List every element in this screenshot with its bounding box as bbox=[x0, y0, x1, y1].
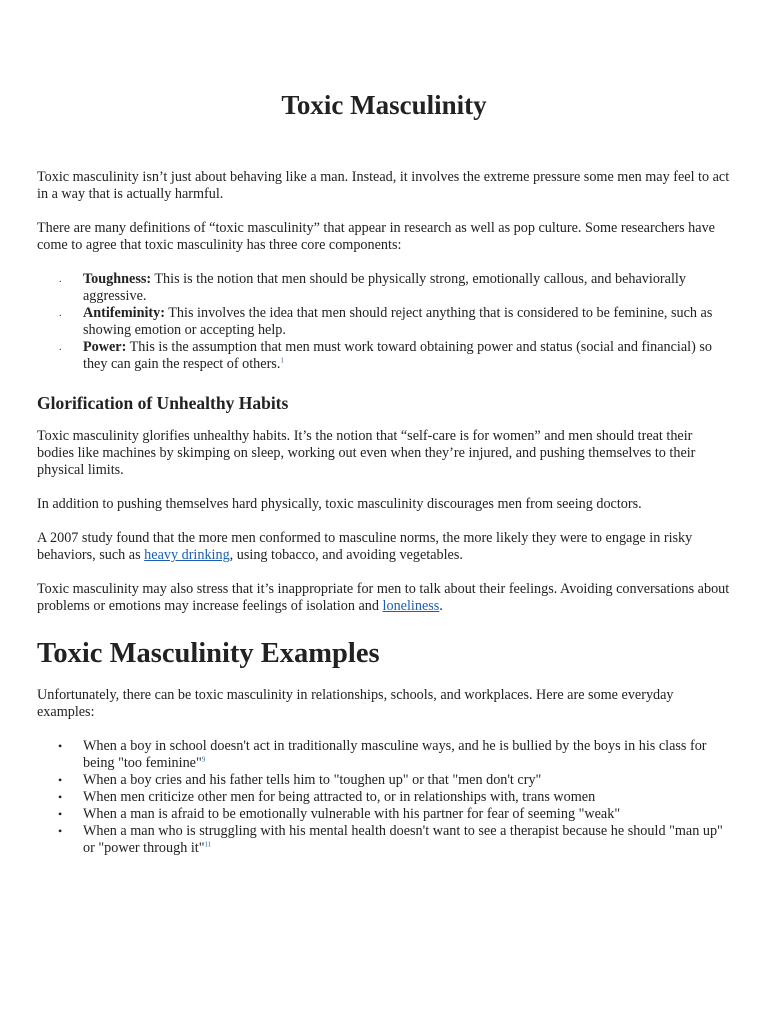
reference-link-1[interactable]: 1 bbox=[280, 356, 284, 365]
examples-intro: Unfortunately, there can be toxic masculinity in relationships, schools, and workplaces. Here are some everyday examples: bbox=[37, 687, 674, 720]
list-item-toughness bbox=[37, 271, 731, 305]
paragraph-text: . bbox=[439, 598, 443, 614]
list-marker: . bbox=[59, 341, 62, 353]
section-heading-unhealthy-habits: Glorification of Unhealthy Habits bbox=[37, 393, 289, 413]
example-item bbox=[37, 772, 731, 789]
example-text: When a man who is struggling with his mental health doesn't want to see a therapist because he should "man up" or "power through it" bbox=[83, 823, 723, 856]
term-description: This involves the idea that men should reject anything that is considered to be feminine, such as showing emotion or accepting help. bbox=[83, 305, 713, 338]
term-label: Antifeminity: bbox=[83, 305, 165, 321]
reference-link-9[interactable]: 9 bbox=[201, 755, 206, 764]
section-heading-examples: Toxic Masculinity Examples bbox=[37, 638, 380, 669]
example-item bbox=[37, 806, 731, 823]
term-label: Power: bbox=[83, 339, 127, 355]
habits-paragraph-2: In addition to pushing themselves hard physically, toxic masculinity discourages men from seeing doctors. bbox=[37, 496, 642, 512]
list-item-antifeminity bbox=[37, 305, 731, 339]
habits-paragraph-4 bbox=[37, 581, 731, 615]
example-text: When men criticize other men for being attracted to, or in relationships with, trans women bbox=[83, 789, 596, 805]
example-text: When a man is afraid to be emotionally vulnerable with his partner for fear of seeming "weak" bbox=[83, 806, 621, 822]
example-item bbox=[37, 823, 731, 857]
core-components-list bbox=[37, 271, 731, 373]
habits-paragraph-3 bbox=[37, 530, 731, 564]
intro-paragraph-1: Toxic masculinity isn’t just about behaving like a man. Instead, it involves the extreme pressure some men may feel to act in a way that is actually harmful. bbox=[37, 169, 730, 202]
paragraph-text: A 2007 study found that the more men conformed to masculine norms, the more likely they were to engage in risky behaviors, such as bbox=[37, 530, 693, 563]
paragraph-text: Toxic masculinity may also stress that it’s inappropriate for men to talk about their feelings. Avoiding conversations about problems or emotions may increase feelings of isolation and bbox=[37, 581, 730, 614]
page-title: Toxic Masculinity bbox=[281, 90, 487, 120]
bullet-marker: • bbox=[58, 739, 63, 753]
intro-paragraph-2: There are many definitions of “toxic masculinity” that appear in research as well as pop culture. Some researchers have come to agree that toxic masculinity has three core components: bbox=[37, 220, 715, 253]
heavy-drinking-link[interactable]: heavy drinking bbox=[144, 547, 230, 563]
habits-paragraph-1: Toxic masculinity glorifies unhealthy habits. It’s the notion that “self-care is for women” and men should treat their bodies like machines by skimping on sleep, working out even when they’re injured, and pushing themselves to their physical limits. bbox=[37, 428, 696, 478]
example-item bbox=[37, 738, 731, 772]
term-description: This is the assumption that men must work toward obtaining power and status (social and financial) so they can gain the respect of others. bbox=[83, 339, 712, 372]
bullet-marker: • bbox=[58, 824, 63, 838]
term-description: This is the notion that men should be physically strong, emotionally callous, and behaviorally aggressive. bbox=[83, 271, 686, 304]
list-marker: . bbox=[59, 307, 62, 319]
list-marker: . bbox=[59, 273, 62, 285]
example-text: When a boy in school doesn't act in traditionally masculine ways, and he is bullied by the boys in his class for being "too feminine" bbox=[83, 738, 707, 771]
bullet-marker: • bbox=[58, 790, 63, 804]
examples-list bbox=[37, 738, 731, 857]
term-label: Toughness: bbox=[83, 271, 152, 287]
example-item bbox=[37, 789, 731, 806]
bullet-marker: • bbox=[58, 807, 63, 821]
list-item-power bbox=[37, 339, 731, 373]
loneliness-link[interactable]: loneliness bbox=[382, 598, 440, 614]
bullet-marker: • bbox=[58, 773, 63, 787]
example-text: When a boy cries and his father tells him to "toughen up" or that "men don't cry" bbox=[83, 772, 542, 788]
reference-link-11[interactable]: 11 bbox=[204, 840, 212, 849]
paragraph-text: , using tobacco, and avoiding vegetables. bbox=[229, 547, 463, 563]
